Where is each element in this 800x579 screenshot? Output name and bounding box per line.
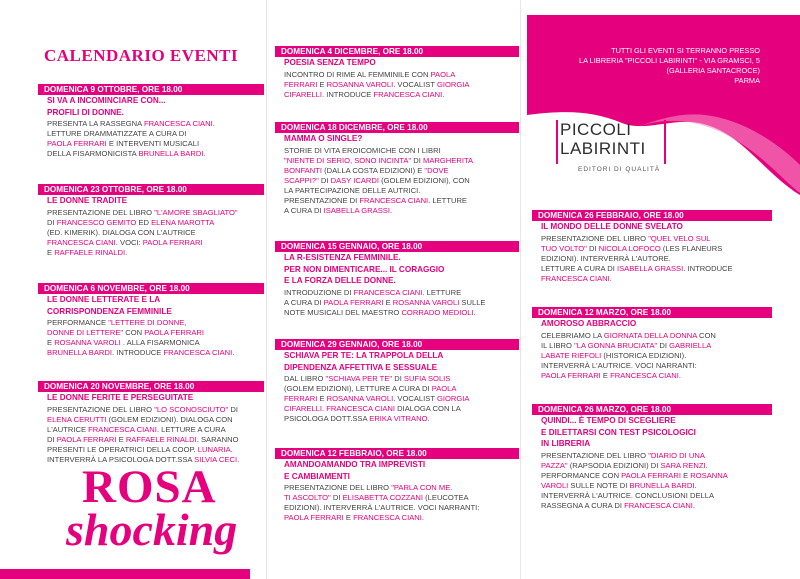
event-title-line: E LA FORZA DELLE DONNE. (284, 276, 396, 285)
event-description-line (47, 348, 264, 358)
description-text: DI (330, 493, 343, 502)
event-description-line (541, 451, 772, 461)
logo-name-line1: PICCOLI (560, 120, 632, 139)
event-title-line: QUINDI... È TEMPO DI SCEGLIERE (541, 416, 676, 425)
description-text: . (609, 273, 612, 283)
event-title-line: IN LIBRERIA (541, 439, 591, 448)
highlighted-name: "LA GONNA BRUCIATA" (574, 340, 658, 350)
description-text: . LETTURE A CURA (156, 424, 226, 434)
event-description-line (47, 435, 264, 445)
highlighted-name: BRUNELLA BARDI (138, 149, 204, 158)
highlighted-name: LUNARIA (197, 444, 231, 454)
description-text: (ED. KIMERIK). DIALOGA CON L'AUTRICE (47, 227, 196, 237)
description-text: . (421, 513, 424, 522)
description-text: E (680, 470, 691, 480)
description-text: E (317, 394, 327, 403)
description-text: STORIE DI VITA EROICOMICHE CON I LIBRI (284, 145, 441, 155)
logo-name-line2: LABIRINTI (560, 139, 646, 158)
description-text: . (321, 404, 327, 413)
event-description-line (47, 425, 264, 435)
description-text: PSICOLOGA DOTT.SSA (284, 414, 370, 423)
description-text: DI (586, 243, 599, 253)
highlighted-name: TI ASCOLTO" (284, 493, 331, 502)
event-description-line (284, 206, 519, 216)
description-text: CON (123, 328, 145, 337)
highlighted-name: FRANCESCA CIANI (163, 348, 233, 357)
highlighted-name: GABRIELLA (669, 340, 712, 350)
highlighted-name: GIORGIA (436, 394, 470, 403)
description-text: . (212, 119, 215, 128)
description-text: INTERVERRÀ L'AUTRICE. VOCI NARRANTI: (541, 360, 697, 370)
highlighted-name: CIFARELLI (284, 89, 322, 99)
event-description-line (541, 254, 772, 264)
description-text: (GOLEM EDIZIONI), LETTURE A CURA DI (284, 384, 432, 393)
highlighted-name: PAOLA FERRARI (323, 297, 384, 307)
event-description-line (47, 129, 264, 139)
description-text: RASSEGNA A CURA DI (541, 500, 625, 510)
event-description-line (541, 234, 772, 244)
description-text: . (705, 460, 708, 470)
description-text: NOTE MUSICALI DEL MAESTRO (284, 307, 402, 317)
highlighted-name: FERRARI (284, 79, 318, 89)
description-text: E (383, 297, 393, 307)
highlighted-name: CORRADO MEDIOLI (401, 307, 474, 317)
event-description-line (541, 491, 772, 501)
description-text: . (203, 149, 206, 158)
description-text: CELEBRIAMO LA (541, 330, 604, 340)
event-description-line (47, 228, 264, 238)
description-text: E INTERVENTI MUSICALI (106, 139, 200, 148)
highlighted-name: PAOLA FERRARI (144, 328, 205, 337)
highlighted-name: FRANCESCA CIANI (373, 89, 443, 99)
venue-line-1: TUTTI GLI EVENTI SI TERRANNO PRESSO (611, 46, 760, 55)
highlighted-name: GIORNATA DELLA DONNA (603, 330, 697, 340)
highlighted-name: FRANCESCO GEMITO (56, 217, 137, 227)
event-description-line (541, 341, 772, 351)
highlighted-name: CIFARELLI (284, 404, 322, 413)
description-text: PRESENTAZIONE DEL LIBRO (541, 233, 649, 243)
event-2 (38, 283, 264, 358)
event-date-banner: DOMENICA 4 DICEMBRE, ORE 18.00 (275, 46, 519, 57)
highlighted-name: DONNE DI LETTERE" (47, 328, 124, 337)
event-description (38, 318, 264, 358)
event-description (275, 288, 519, 318)
poster-title-rosa: ROSA (82, 461, 217, 513)
highlighted-name: PAOLA FERRARI (56, 434, 117, 444)
event-title-line: IL MONDO DELLE DONNE SVELATO (541, 222, 683, 231)
highlighted-name: SILVIA CECI (194, 454, 238, 464)
description-text: LETTURE DRAMMATIZZATE A CURA DI (47, 129, 187, 138)
highlighted-name: NICOLA LOFOCO (598, 243, 661, 253)
event-7 (275, 339, 519, 424)
description-text: . (237, 454, 240, 464)
highlighted-name: ISABELLA GRASSI (323, 205, 390, 215)
highlighted-name: ELISABETTA COZZANI (342, 493, 424, 502)
description-text: . (125, 247, 128, 257)
event-description-line (541, 264, 772, 274)
event-title-line: POESIA SENZA TEMPO (284, 58, 376, 67)
event-description (275, 146, 519, 216)
event-description-line (47, 328, 264, 338)
highlighted-name: RAFFAELE RINALDI (54, 247, 126, 257)
description-text: PRESENTA LA RASSEGNA (47, 119, 144, 128)
bottom-accent-strip (0, 569, 250, 579)
description-text: (DALLA COSTA EDIZIONI) E (321, 165, 425, 175)
event-description-line (284, 493, 519, 503)
event-description-line (541, 471, 772, 481)
highlighted-name: TUO VOLTO" (541, 243, 587, 253)
description-text: ED (136, 217, 152, 227)
description-text: . INTRODUCE (683, 263, 733, 273)
event-description-line (47, 318, 264, 328)
description-text: DI (657, 340, 670, 350)
description-text: E (47, 247, 55, 257)
venue-line-4: PARMA (734, 76, 760, 85)
highlighted-name: ROSANNA VAROLI (326, 79, 394, 89)
description-text: . (389, 205, 393, 215)
event-description (38, 208, 264, 258)
event-description-line (47, 405, 264, 415)
highlighted-name: BONFANTI (284, 165, 322, 175)
highlighted-name: FRANCESCA CIANI (624, 500, 693, 510)
description-text: . VOCALIST (393, 394, 437, 403)
event-description-line (47, 445, 264, 455)
description-text: . (230, 444, 233, 454)
event-title-line: E DILETTARSI CON TEST PSICOLOGICI (541, 427, 696, 437)
event-title-line: E CAMBIAMENTI (284, 471, 350, 481)
event-title-line: CORRISPONDENZA FEMMINILE (47, 306, 172, 316)
event-title-line: DIPENDENZA AFFETTIVA E SESSUALE (284, 362, 438, 372)
highlighted-name: ERIKA VITRANO (369, 414, 428, 423)
description-text: . LETTURE (428, 195, 467, 205)
logo-tagline: EDITORI DI QUALITÀ (578, 166, 661, 173)
highlighted-name: "LETTERE DI DONNE, (108, 318, 187, 327)
event-title-line: PER NON DIMENTICARE... IL CORAGGIO (284, 264, 445, 274)
event-description-line (284, 483, 519, 493)
description-text: DI (318, 175, 331, 185)
description-text: (RAPSODIA EDIZIONI) DI (567, 460, 661, 470)
event-description (275, 374, 519, 424)
poster-title-shocking: shocking (66, 504, 238, 555)
description-text: E (47, 338, 55, 347)
event-title-line: LE DONNE LETTERATE E LA (47, 295, 161, 304)
description-text: IL LIBRO (541, 340, 575, 350)
event-date-banner: DOMENICA 26 MARZO, ORE 18.00 (532, 404, 772, 415)
highlighted-name: ROSANNA (690, 470, 728, 480)
event-description-line (284, 288, 519, 298)
highlighted-name: FRANCESCA CIANI (353, 513, 422, 522)
event-description-line (284, 298, 519, 308)
description-text: L'AUTRICE (47, 424, 89, 434)
highlighted-name: "NIENTE DI SERIO, SONO INCINTA" (284, 155, 412, 165)
description-text: DI (47, 434, 57, 444)
description-text: LA PARTECIPAZIONE DELLE AUTRICI. (284, 185, 421, 195)
event-title-line: MAMMA O SINGLE? (284, 134, 363, 143)
description-text: (GOLEM EDIZIONI), CON (379, 175, 470, 185)
description-text: DELLA FISARMONICISTA (47, 149, 139, 158)
description-text: . (692, 500, 696, 510)
highlighted-name: "SCHIAVA PER TE" (325, 374, 393, 383)
description-text: EDIZIONI). INTERVERRÀ L'AUTRICE. VOCI NARRANTI: (284, 503, 480, 512)
description-text: . ALLA FISARMONICA (120, 338, 200, 347)
event-description (275, 483, 519, 523)
description-text: DI (47, 217, 57, 227)
event-description-line (284, 503, 519, 513)
logo-bracket-right (664, 120, 666, 164)
description-text: E (317, 79, 327, 89)
highlighted-name: FRANCESCA CIANI (359, 195, 429, 205)
event-title-line: LE DONNE FERITE E PERSEGUITATE (47, 393, 194, 402)
highlighted-name: PAZZA" (541, 460, 568, 470)
highlighted-name: FRANCESCA CIANI (353, 287, 423, 297)
event-11 (532, 404, 772, 511)
description-text: . SARANNO (196, 434, 239, 444)
description-text: . (442, 89, 445, 99)
event-description-line (284, 414, 519, 424)
event-title-line: PROFILI DI DONNE. (47, 107, 124, 117)
brand-logo (560, 120, 668, 173)
event-description-line (284, 186, 519, 196)
description-text: . (427, 414, 430, 423)
event-description-line (541, 331, 772, 341)
event-description-line (541, 351, 772, 361)
highlighted-name: FERRARI (284, 394, 318, 403)
event-date-banner: DOMENICA 23 OTTOBRE, ORE 18.00 (38, 184, 264, 195)
highlighted-name: PAOLA FERRARI (284, 513, 344, 522)
description-text: . (694, 480, 697, 490)
description-text: PRESENTAZIONE DEL LIBRO (284, 483, 392, 492)
description-text: DI (411, 155, 424, 165)
description-text: CON (696, 330, 716, 340)
event-date-banner: DOMENICA 12 FEBBRAIO, ORE 18.00 (275, 448, 519, 459)
event-description (532, 451, 772, 511)
event-description-line (541, 361, 772, 371)
event-description-line (541, 371, 772, 381)
event-title-line: LE DONNE TRADITE (47, 196, 128, 205)
highlighted-name: "L'AMORE SBAGLIATO" (154, 207, 238, 217)
event-description-line (47, 415, 264, 425)
highlighted-name: ROSANNA VAROLI (392, 297, 460, 307)
event-description-line (47, 119, 264, 129)
highlighted-name: "DOVE (424, 165, 449, 175)
venue-info (560, 46, 760, 86)
highlighted-name: "PARLA CON ME. (391, 483, 453, 492)
description-text: SULLE (459, 297, 486, 307)
description-text: E (116, 434, 126, 444)
description-text: DIALOGA CON LA (395, 404, 461, 413)
highlighted-name: BRUNELLA BARDI (47, 348, 112, 357)
description-text: . VOCALIST (393, 79, 437, 89)
event-description-line (284, 90, 519, 100)
event-date-banner: DOMENICA 15 GENNAIO, ORE 18.00 (275, 241, 519, 252)
highlighted-name: ELENA MAROTTA (151, 217, 215, 227)
event-description-line (284, 80, 519, 90)
event-description-line (541, 481, 772, 491)
venue-line-3: (GALLERIA SANTACROCE) (666, 66, 760, 75)
event-description-line (284, 196, 519, 206)
event-title-line: SI VA A INCOMINCIARE CON... (47, 96, 166, 105)
highlighted-name: VAROLI (541, 480, 569, 490)
description-text: INTERVERRÀ L'AUTRICE. CONCLUSIONI DELLA (541, 490, 715, 500)
highlighted-name: PAOLA FERRARI (47, 139, 107, 148)
fold-line-right (520, 0, 521, 579)
highlighted-name: "DIARIO DI UNA (648, 450, 705, 460)
event-4 (275, 46, 519, 100)
event-title-line: AMANDOAMANDO TRA IMPREVISTI (284, 460, 426, 469)
description-text: PRESENTAZIONE DEL LIBRO (47, 207, 155, 217)
event-description-line (284, 394, 519, 404)
highlighted-name: FRANCESCA CIANI (88, 424, 157, 434)
description-text: INCONTRO DI RIME AL FEMMINILE CON (284, 69, 431, 79)
highlighted-name: FRANCESCA CIANI (326, 404, 395, 413)
highlighted-name: PAOLA FERRARI (541, 370, 601, 380)
event-description (38, 119, 264, 159)
highlighted-name: BRUNELLA BARDI (629, 480, 695, 490)
highlighted-name: SARA RENZI (660, 460, 706, 470)
description-text: . INTRODUCE (112, 348, 164, 357)
highlighted-name: RAFFAELE RINALDI (125, 434, 197, 444)
event-description-line (541, 244, 772, 254)
event-description-line (47, 208, 264, 218)
logo-bracket-left (556, 120, 558, 164)
event-description (532, 331, 772, 381)
event-0 (38, 84, 264, 159)
description-text: DI (228, 404, 238, 414)
event-3 (38, 381, 264, 465)
event-description-line (47, 218, 264, 228)
highlighted-name: PAOLA (431, 384, 457, 393)
event-description-line (284, 308, 519, 318)
highlighted-name: ELENA CERUTTI (47, 414, 107, 424)
description-text: A CURA DI (284, 297, 324, 307)
highlighted-name: GIORGIA (436, 79, 470, 89)
event-date-banner: DOMENICA 20 NOVEMBRE, ORE 18.00 (38, 381, 264, 392)
fold-line-left (266, 0, 267, 579)
event-description-line (284, 384, 519, 394)
event-description-line (47, 149, 264, 159)
description-text: . (678, 370, 681, 380)
event-description-line (47, 338, 264, 348)
description-text: DAL LIBRO (284, 374, 326, 383)
description-text: E (343, 513, 354, 522)
event-description-line (284, 374, 519, 384)
description-text: INTERVERRÀ LA PSICOLOGA DOTT.SSA (47, 454, 195, 464)
venue-line-2: LA LIBRERIA "PICCOLI LABIRINTI" - VIA GRAMSCI, 5 (578, 56, 760, 65)
event-description-line (284, 156, 519, 166)
calendar-title: CALENDARIO EVENTI (44, 46, 239, 65)
event-date-banner: DOMENICA 9 OTTOBRE, ORE 18.00 (38, 84, 264, 95)
description-text: (LEUCOTEA (423, 493, 469, 502)
highlighted-name: "LO SCONOSCIUTO" (154, 404, 229, 414)
description-text: (LES FLANEURS (660, 243, 723, 253)
description-text: . (232, 348, 235, 357)
description-text: E (600, 370, 611, 380)
event-6 (275, 241, 519, 318)
event-description (532, 234, 772, 284)
event-description-line (47, 248, 264, 258)
highlighted-name: FRANCESCA CIANI (541, 273, 610, 283)
description-text: EDIZIONI). INTERVERRÀ L'AUTORE. (541, 253, 671, 263)
description-text: PRESENTAZIONE DEL LIBRO (47, 404, 155, 414)
event-date-banner: DOMENICA 12 MARZO, ORE 18.00 (532, 307, 772, 318)
description-text: PERFORMANCE CON (541, 470, 622, 480)
event-description-line (47, 238, 264, 248)
event-date-banner: DOMENICA 18 DICEMBRE, ORE 18.00 (275, 122, 519, 133)
highlighted-name: DASY ICARDI (330, 175, 379, 185)
description-text: PRESENTI LE OPERATRICI DELLA COOP. (47, 444, 198, 454)
highlighted-name: SUFIA SOLIS (403, 374, 451, 383)
highlighted-name: ROSANNA VAROLI (54, 338, 121, 347)
highlighted-name: PAOLA (430, 69, 456, 79)
event-description-line (541, 274, 772, 284)
event-description-line (284, 166, 519, 176)
highlighted-name: PAOLA FERRARI (621, 470, 681, 480)
description-text: . (473, 307, 476, 317)
highlighted-name: ISABELLA GRASSI (616, 263, 684, 273)
event-5 (275, 122, 519, 216)
event-1 (38, 184, 264, 258)
event-8 (275, 448, 519, 523)
description-text: (GOLEM EDIZIONI). DIALOGA CON (106, 414, 233, 424)
event-date-banner: DOMENICA 6 NOVEMBRE, ORE 18.00 (38, 283, 264, 294)
highlighted-name: FRANCESCA CIANI (47, 237, 116, 247)
event-date-banner: DOMENICA 26 FEBBRAIO, ORE 18.00 (532, 210, 772, 221)
description-text: (HISTORICA EDIZIONI). (601, 350, 687, 360)
description-text: INTRODUZIONE DI (284, 287, 354, 297)
event-title-line: SCHIAVA PER TE: LA TRAPPOLA DELLA (284, 351, 444, 360)
highlighted-name: PAOLA FERRARI (142, 237, 203, 247)
event-9 (532, 210, 772, 284)
event-description (38, 405, 264, 465)
description-text: LETTURE A CURA DI (541, 263, 617, 273)
event-description-line (284, 513, 519, 523)
event-description-line (284, 176, 519, 186)
highlighted-name: MARGHERITA (423, 155, 474, 165)
event-description-line (541, 461, 772, 471)
highlighted-name: FRANCESCA CIANI (610, 370, 679, 380)
description-text: DI (392, 374, 404, 383)
highlighted-name: "QUEL VELO SUL (648, 233, 711, 243)
description-text: PRESENTAZIONE DEL LIBRO (541, 450, 649, 460)
description-text: A CURA DI (284, 205, 324, 215)
event-10 (532, 307, 772, 381)
description-text: PRESENTAZIONE DI (284, 195, 360, 205)
event-description (275, 70, 519, 100)
highlighted-name: FRANCESCA CIANI (143, 119, 213, 128)
event-description-line (284, 70, 519, 80)
description-text: . VOCI: (115, 237, 143, 247)
event-title-line: AMOROSO ABBRACCIO (541, 319, 637, 328)
event-title-line: LA R-ESISTENZA FEMMINILE. (284, 253, 401, 262)
highlighted-name: SCAPPI?" (284, 175, 319, 185)
event-description-line (47, 139, 264, 149)
highlighted-name: ROSANNA VAROLI (326, 394, 394, 403)
event-date-banner: DOMENICA 29 GENNAIO, ORE 18.00 (275, 339, 519, 350)
description-text: . INTRODUCE (321, 89, 374, 99)
description-text: SULLE NOTE DI (568, 480, 630, 490)
description-text: PERFORMANCE (47, 318, 109, 327)
event-description-line (284, 146, 519, 156)
event-description-line (284, 404, 519, 414)
description-text: . LETTURE (422, 287, 462, 297)
highlighted-name: LABATE RIEFOLI (541, 350, 602, 360)
event-description-line (541, 501, 772, 511)
